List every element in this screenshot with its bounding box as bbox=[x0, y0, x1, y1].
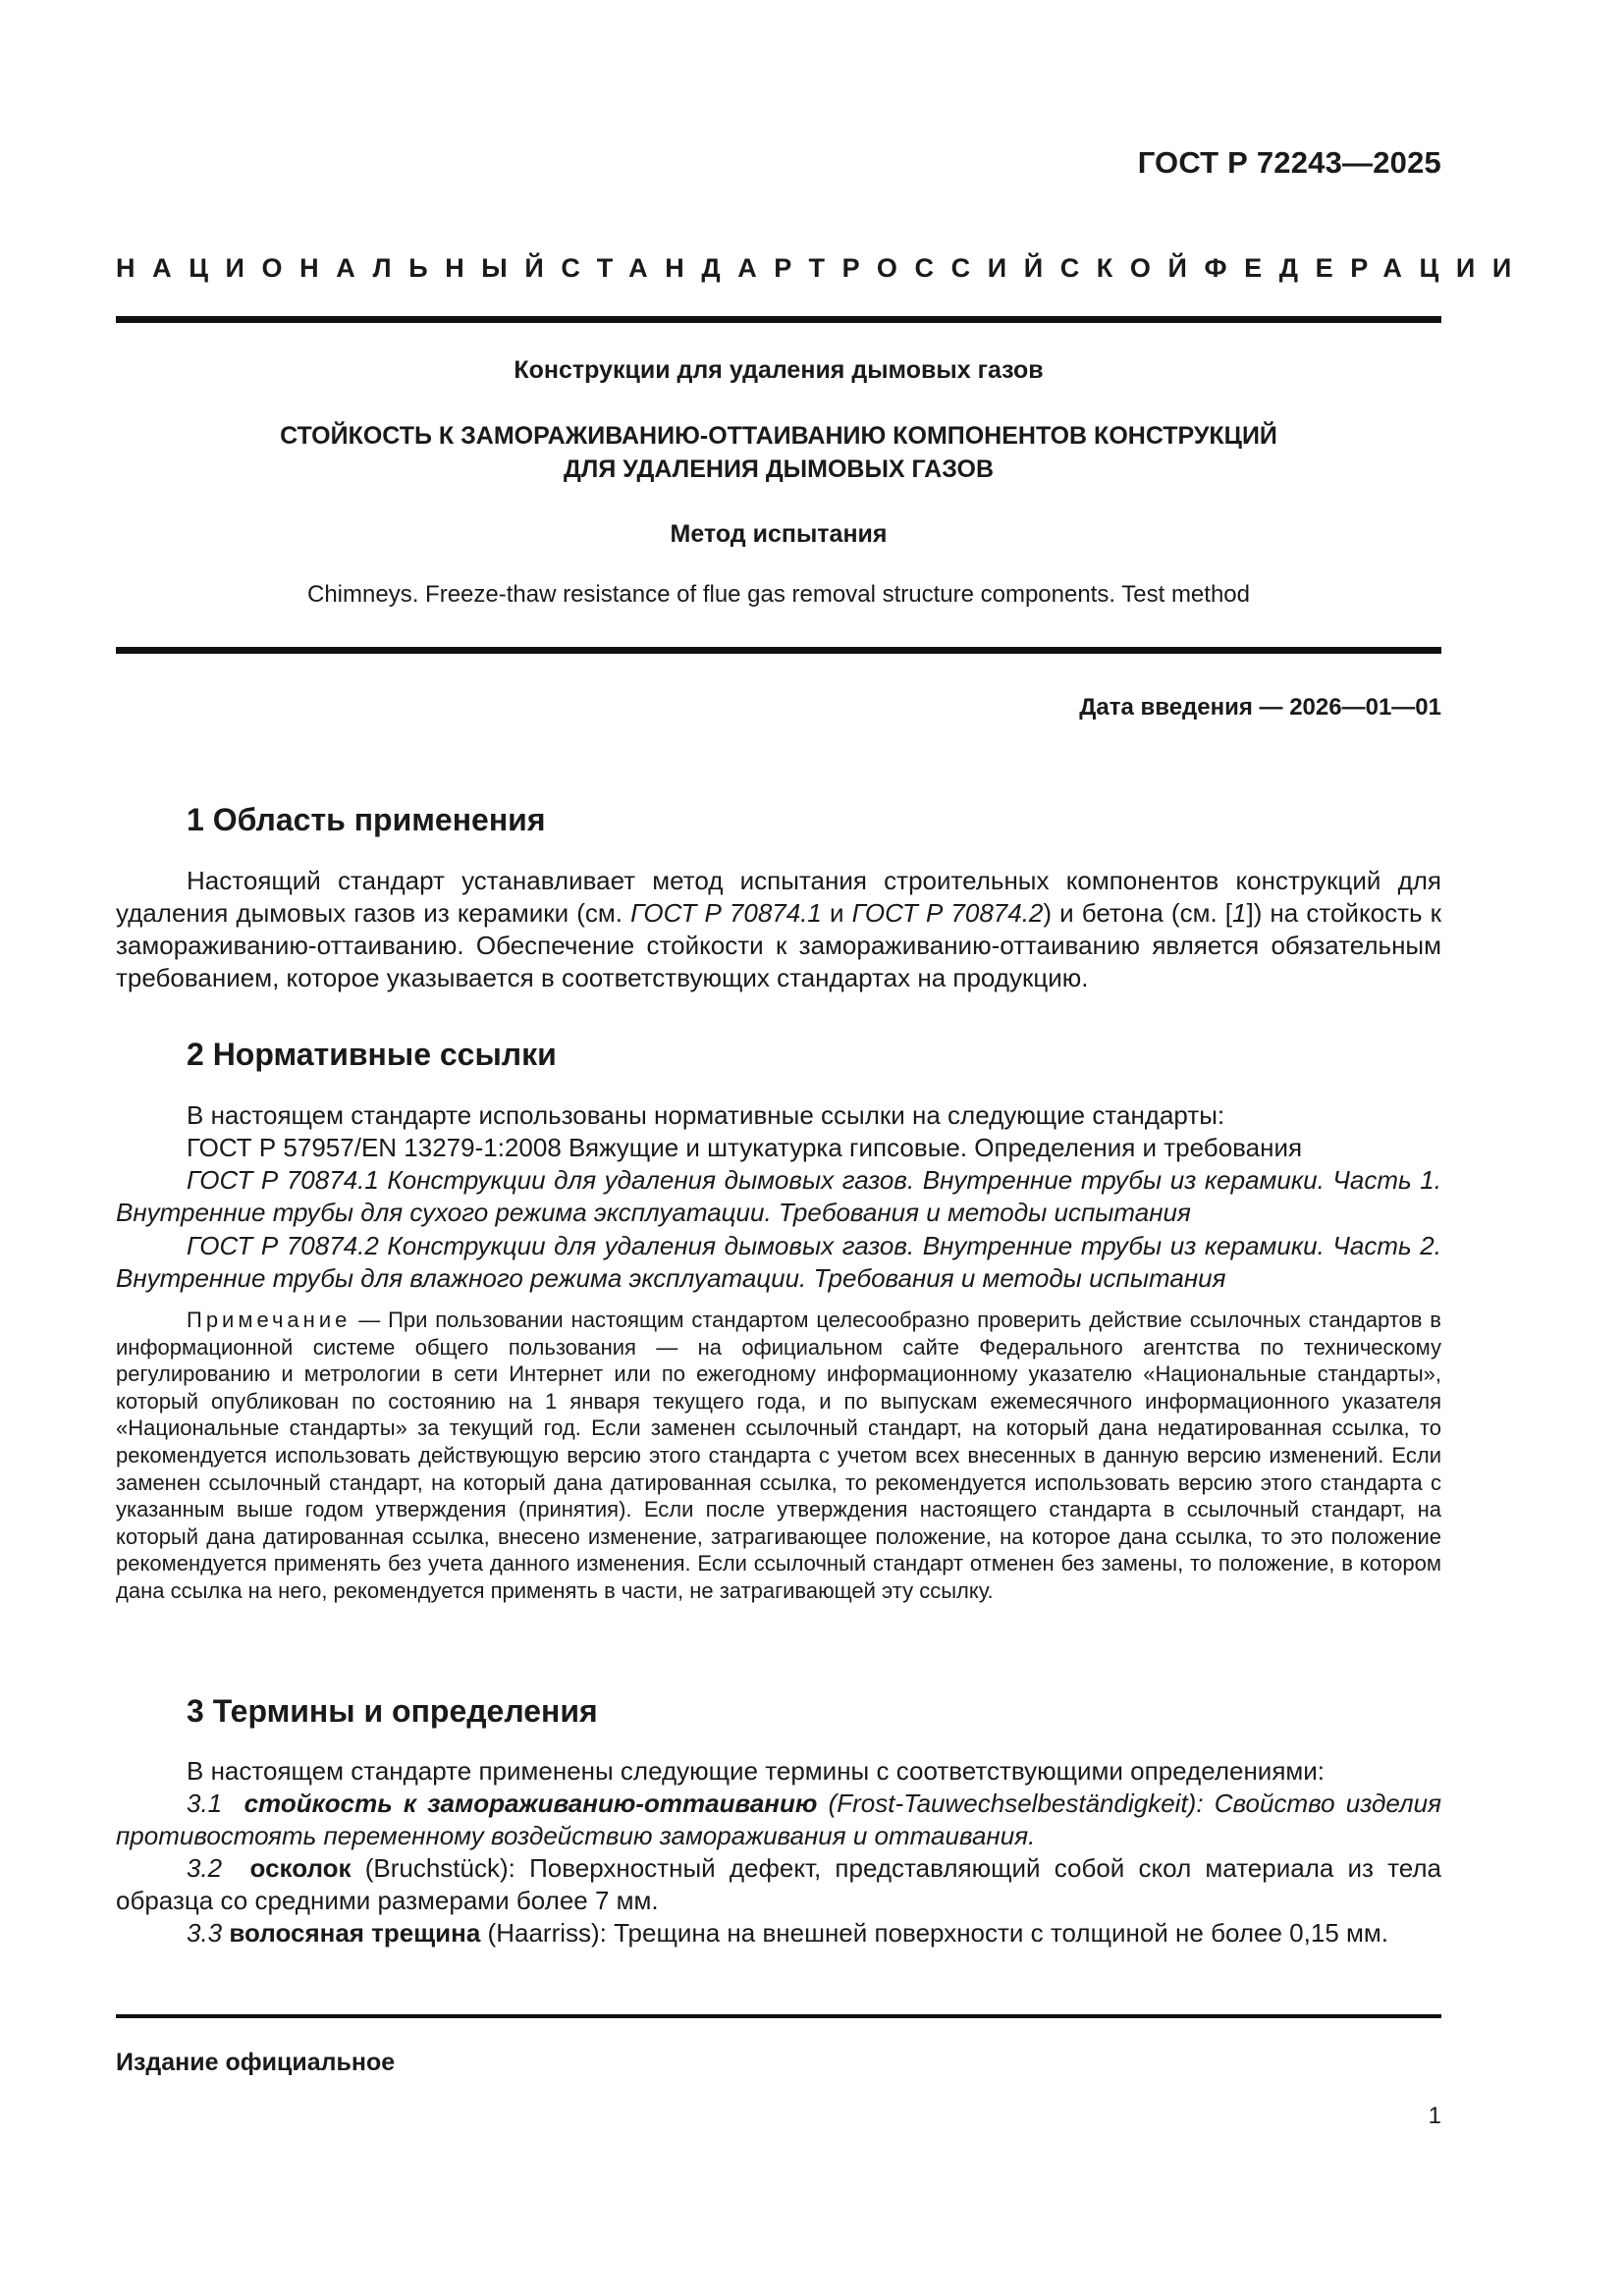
document-number: ГОСТ Р 72243—2025 bbox=[1137, 145, 1441, 180]
standard-reference-link[interactable]: ГОСТ Р 70874.2 bbox=[851, 898, 1044, 928]
term-number: 3.3 bbox=[187, 1918, 223, 1948]
footer-divider bbox=[116, 2014, 1441, 2018]
term-definition bbox=[116, 1852, 1441, 1917]
terms-intro: В настоящем стандарте применены следующие термины с соответствующими определениями: bbox=[187, 1756, 1326, 1786]
term-name: осколок bbox=[249, 1853, 352, 1883]
term-number: 3.1 bbox=[187, 1789, 223, 1818]
term-original: (Frost-Tauwechselbeständigkeit): bbox=[817, 1789, 1215, 1818]
page-number: 1 bbox=[1428, 2103, 1441, 2129]
document-page bbox=[116, 0, 1529, 2296]
banner-word: НАЦИОНАЛЬНЫЙ bbox=[116, 253, 562, 283]
national-standard-banner bbox=[116, 253, 1529, 284]
section-heading-scope: 1 Область применения bbox=[187, 802, 546, 837]
document-method: Метод испытания bbox=[670, 520, 888, 548]
banner-word: РОССИЙСКОЙ bbox=[841, 253, 1205, 283]
note-text: — При пользовании настоящим стандартом целесообразно проверить действие ссылочных стандартов в информационной системе общего пользования — на официальном сайте Федерального агентства по техническому регулированию и метрологии в сети Интернет или по ежегодному информационному указателю «Национальные стандарты», который опубликован по состоянию на 1 января текущего года, и по выпускам ежемесячного информационного указателя «Национальные стандарты» за текущий год. Если заменен ссылочный стандарт, на который дана недатированная ссылка, то рекомендуется использовать действующую версию этого стандарта с учетом всех внесенных в данную версию изменений. Если заменен ссылочный стандарт, на который дана датированная ссылка, то рекомендуется использовать версию этого стандарта с указанным выше годом утверждения (принятия). Если после утверждения настоящего стандарта в ссылочный стандарт, на который дана датированная ссылка, внесено изменение, затрагивающее положение, на которое дана ссылка, то это положение рекомендуется применять без учета данного изменения. Если ссылочный стандарт отменен без замены, то положение, в котором дана ссылка на него, рекомендуется применять в части, не затрагивающей эту ссылку. bbox=[116, 1308, 1441, 1603]
banner-word: СТАНДАРТ bbox=[561, 253, 842, 283]
term-number: 3.2 bbox=[187, 1853, 223, 1883]
text-run: и bbox=[821, 898, 852, 928]
title-divider bbox=[116, 647, 1441, 654]
official-edition-label: Издание официальное bbox=[116, 2049, 396, 2076]
section-heading-terms: 3 Термины и определения bbox=[187, 1693, 598, 1729]
term-original: (Haarriss): bbox=[480, 1918, 615, 1948]
text-run: Настоящий стандарт устанавливает метод испытания строительных компонентов конструкций для удаления дымовых газов из керамики (см. bbox=[116, 866, 1441, 928]
title-line: СТОЙКОСТЬ К ЗАМОРАЖИВАНИЮ-ОТТАИВАНИЮ КОМПОНЕНТОВ КОНСТРУКЦИЙ bbox=[280, 422, 1277, 450]
term-text: Поверхностный дефект, представляющий собой скол материала из тела образца со средними размерами более 7 мм. bbox=[116, 1853, 1442, 1915]
section-heading-references: 2 Нормативные ссылки bbox=[187, 1037, 557, 1072]
term-name: стойкость к замораживанию-оттаиванию bbox=[244, 1789, 818, 1818]
term-definition bbox=[116, 1788, 1441, 1852]
term-text: Свойство изделия противостоять переменному воздействию замораживания и оттаивания. bbox=[116, 1789, 1442, 1850]
document-title bbox=[116, 419, 1441, 486]
bibliography-reference-link[interactable]: 1 bbox=[1232, 898, 1247, 928]
top-divider bbox=[116, 316, 1441, 323]
text-run: ]) на стойкость к замораживанию-оттаиванию. Обеспечение стойкости к замораживанию-оттаиванию является обязательным требованием, которое указывается в соответствующих стандартах на продукцию. bbox=[116, 898, 1441, 992]
reference-item: ГОСТ Р 57957/EN 13279-1:2008 Вяжущие и штукатурка гипсовые. Определения и требования bbox=[187, 1133, 1303, 1162]
title-line: ДЛЯ УДАЛЕНИЯ ДЫМОВЫХ ГАЗОВ bbox=[563, 455, 995, 483]
standard-reference-link[interactable]: ГОСТ Р 70874.1 bbox=[630, 898, 822, 928]
references-intro: В настоящем стандарте использованы нормативные ссылки на следующие стандарты: bbox=[187, 1100, 1225, 1130]
document-subject: Конструкции для удаления дымовых газов bbox=[514, 356, 1044, 384]
term-text: Трещина на внешней поверхности с толщиной не более 0,15 мм. bbox=[614, 1918, 1388, 1948]
reference-item-link[interactable]: ГОСТ Р 70874.1 Конструкции для удаления дымовых газов. Внутренние трубы из керамики. Часть 1. Внутренние трубы для сухого режима эксплуатации. Требования и методы испытания bbox=[116, 1165, 1441, 1227]
text-run: ) и бетона (см. [ bbox=[1043, 898, 1232, 928]
note-label: Примечание bbox=[187, 1308, 352, 1332]
introduction-date: Дата введения — 2026—01—01 bbox=[1079, 694, 1441, 721]
term-name: волосяная трещина bbox=[229, 1918, 481, 1948]
banner-word: ФЕДЕРАЦИИ bbox=[1204, 253, 1529, 283]
references-note bbox=[116, 1307, 1441, 1605]
term-original: (Bruchstück): bbox=[351, 1853, 530, 1883]
scope-paragraph bbox=[116, 865, 1441, 994]
reference-item-link[interactable]: ГОСТ Р 70874.2 Конструкции для удаления дымовых газов. Внутренние трубы из керамики. Часть 2. Внутренние трубы для влажного режима эксплуатации. Требования и методы испытания bbox=[116, 1231, 1441, 1293]
english-title: Chimneys. Freeze-thaw resistance of flue gas removal structure components. Test method bbox=[307, 581, 1250, 608]
term-definition bbox=[116, 1917, 1441, 1949]
